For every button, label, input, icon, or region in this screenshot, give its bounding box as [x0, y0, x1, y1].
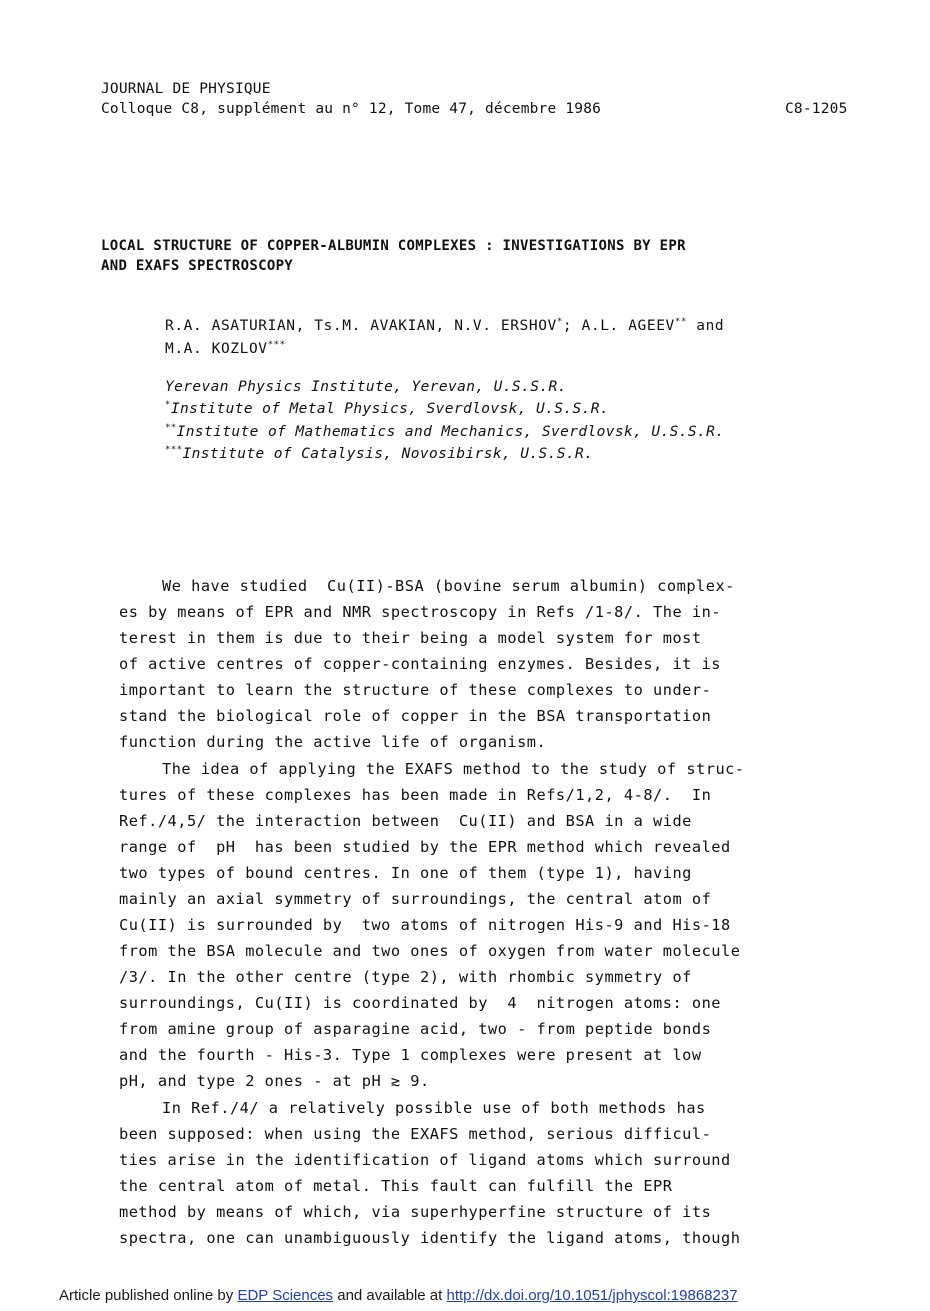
body-line: Ref./4,5/ the interaction between Cu(II) and BSA in a wide [119, 812, 692, 830]
publisher-link[interactable]: EDP Sciences [237, 1287, 334, 1304]
affiliation: ***Institute of Catalysis, Novosibirsk, U.S.S.R. [165, 445, 594, 462]
author-names: R.A. ASATURIAN, Ts.M. AVAKIAN, N.V. ERSHOV [165, 318, 557, 334]
body-line: mainly an axial symmetry of surroundings, the central atom of [119, 890, 712, 908]
body-line: two types of bound centres. In one of them (type 1), having [119, 864, 692, 882]
author-separator: ; A.L. AGEEV [562, 318, 675, 334]
authors-line-1 [165, 318, 724, 334]
body-line: /3/. In the other centre (type 2), with rhombic symmetry of [119, 968, 692, 986]
body-line: function during the active life of organism. [119, 733, 547, 751]
body-line: We have studied Cu(II)-BSA (bovine serum albumin) complex- [162, 577, 735, 595]
body-line: spectra, one can unambiguously identify the ligand atoms, though [119, 1229, 741, 1247]
body-line: tures of these complexes has been made in Refs/1,2, 4-8/. In [119, 786, 712, 804]
affiliation-mark: * [165, 400, 171, 410]
paper-title-line-2: AND EXAFS SPECTROSCOPY [101, 258, 294, 274]
body-line: the central atom of metal. This fault can fulfill the EPR [119, 1177, 673, 1195]
body-line: stand the biological role of copper in the BSA transportation [119, 707, 712, 725]
body-line: important to learn the structure of these complexes to under- [119, 681, 712, 699]
body-line: The idea of applying the EXAFS method to the study of struc- [162, 760, 745, 778]
affiliation-mark: ** [165, 423, 177, 433]
body-line: surroundings, Cu(II) is coordinated by 4 nitrogen atoms: one [119, 994, 721, 1012]
affiliation: **Institute of Mathematics and Mechanics, Sverdlovsk, U.S.S.R. [165, 423, 725, 440]
body-line: Cu(II) is surrounded by two atoms of nitrogen His-9 and His-18 [119, 916, 731, 934]
body-line: from amine group of asparagine acid, two - from peptide bonds [119, 1020, 712, 1038]
body-line: range of pH has been studied by the EPR method which revealed [119, 838, 731, 856]
affiliation: Yerevan Physics Institute, Yerevan, U.S.S.R. [165, 379, 567, 395]
paper-title-line-1: LOCAL STRUCTURE OF COPPER-ALBUMIN COMPLEXES : INVESTIGATIONS BY EPR [101, 238, 686, 254]
body-line: and the fourth - His-3. Type 1 complexes were present at low [119, 1046, 702, 1064]
body-line: pH, and type 2 ones - at pH ≳ 9. [119, 1072, 430, 1090]
colloque-line: Colloque C8, supplément au n° 12, Tome 47, décembre 1986 [101, 101, 602, 117]
journal-name: JOURNAL DE PHYSIQUE [101, 81, 271, 97]
body-line: of active centres of copper-containing enzymes. Besides, it is [119, 655, 721, 673]
author-mark: * [556, 317, 563, 327]
body-line: es by means of EPR and NMR spectroscopy in Refs /1-8/. The in- [119, 603, 721, 621]
author-names: M.A. KOZLOV [165, 341, 268, 357]
footer-prefix: Article published online by [59, 1287, 238, 1304]
body-line: In Ref./4/ a relatively possible use of both methods has [162, 1099, 706, 1117]
page-id: C8-1205 [785, 101, 848, 117]
publication-footer [59, 1287, 738, 1304]
footer-middle: and available at [333, 1287, 447, 1304]
body-line: ties arise in the identification of ligand atoms which surround [119, 1151, 731, 1169]
author-mark: *** [267, 340, 286, 350]
body-line: terest in them is due to their being a model system for most [119, 629, 702, 647]
doi-link[interactable]: http://dx.doi.org/10.1051/jphyscol:19868237 [446, 1287, 738, 1304]
body-line: been supposed: when using the EXAFS method, serious difficul- [119, 1125, 712, 1143]
authors-line-2 [165, 341, 286, 357]
affiliation: *Institute of Metal Physics, Sverdlovsk, U.S.S.R. [165, 400, 610, 417]
author-mark: ** [674, 317, 687, 327]
author-and: and [686, 318, 725, 334]
body-line: method by means of which, via superhyperfine structure of its [119, 1203, 712, 1221]
body-line: from the BSA molecule and two ones of oxygen from water molecule [119, 942, 741, 960]
affiliation-mark: *** [165, 445, 183, 455]
